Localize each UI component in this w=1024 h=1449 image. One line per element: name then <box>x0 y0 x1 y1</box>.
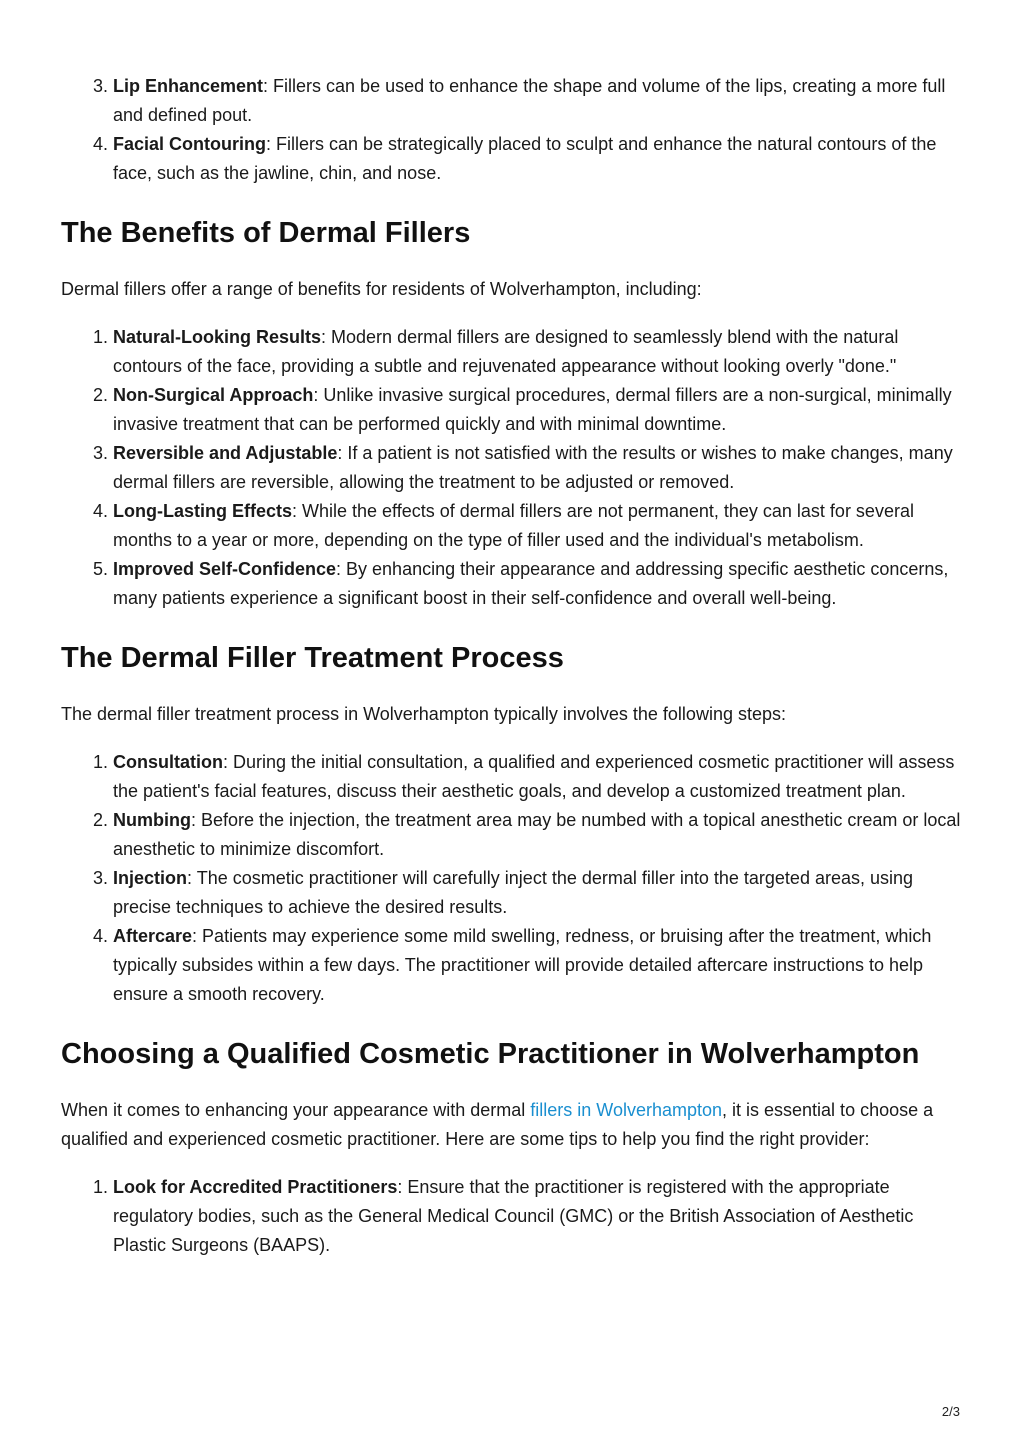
list-item: 2. Numbing: Before the injection, the treatment area may be numbed with a topical anesthetic cream or local anesthetic to minimize discomfort. <box>113 806 966 864</box>
benefits-intro: Dermal fillers offer a range of benefits for residents of Wolverhampton, including: <box>61 279 702 299</box>
list-item: 4. Facial Contouring: Fillers can be strategically placed to sculpt and enhance the natural contours of the face, such as the jawline, chin, and nose. <box>113 130 966 188</box>
choosing-heading: Choosing a Qualified Cosmetic Practitioner in Wolverhampton <box>61 1038 920 1070</box>
list-item: 4. Aftercare: Patients may experience some mild swelling, redness, or bruising after the treatment, which typically subsides within a few days. The practitioner will provide detailed aftercare instructions to help ensure a smooth recovery. <box>113 922 966 1009</box>
page-number: 2/3 <box>941 1404 960 1419</box>
list-item: 2. Non-Surgical Approach: Unlike invasive surgical procedures, dermal fillers are a non-surgical, minimally invasive treatment that can be performed quickly and with minimal downtime. <box>113 381 966 439</box>
benefits-heading: The Benefits of Dermal Fillers <box>61 217 471 249</box>
list-item: 3. Injection: The cosmetic practitioner will carefully inject the dermal filler into the targeted areas, using precise techniques to achieve the desired results. <box>113 864 966 922</box>
choosing-intro: When it comes to enhancing your appearance with dermal fillers in Wolverhampton, it is essential to choose a qualified and experienced cosmetic practitioner. Here are some tips to help you find the right provider: <box>61 1100 934 1149</box>
list-top <box>61 72 966 188</box>
process-intro: The dermal filler treatment process in Wolverhampton typically involves the following steps: <box>61 704 786 724</box>
choosing-list <box>61 1173 966 1260</box>
list-item: 5. Improved Self-Confidence: By enhancing their appearance and addressing specific aesthetic concerns, many patients experience a significant boost in their self-confidence and overall well-being. <box>113 555 966 613</box>
benefits-list <box>61 323 966 613</box>
list-item: 1. Look for Accredited Practitioners: Ensure that the practitioner is registered with the appropriate regulatory bodies, such as the General Medical Council (GMC) or the British Association of Aesthetic Plastic Surgeons (BAAPS). <box>113 1173 966 1260</box>
list-item: 1. Natural-Looking Results: Modern dermal fillers are designed to seamlessly blend with the natural contours of the face, providing a subtle and rejuvenated appearance without looking overly "done." <box>113 323 966 381</box>
fillers-link[interactable]: fillers in Wolverhampton <box>530 1100 723 1120</box>
list-item: 3. Lip Enhancement: Fillers can be used to enhance the shape and volume of the lips, creating a more full and defined pout. <box>113 72 966 130</box>
list-item: 1. Consultation: During the initial consultation, a qualified and experienced cosmetic practitioner will assess the patient's facial features, discuss their aesthetic goals, and develop a customized treatment plan. <box>113 748 966 806</box>
process-list <box>61 748 966 1009</box>
process-heading: The Dermal Filler Treatment Process <box>61 642 564 674</box>
document-page <box>61 72 966 1260</box>
list-item: 3. Reversible and Adjustable: If a patient is not satisfied with the results or wishes to make changes, many dermal fillers are reversible, allowing the treatment to be adjusted or removed. <box>113 439 966 497</box>
list-item: 4. Long-Lasting Effects: While the effects of dermal fillers are not permanent, they can last for several months to a year or more, depending on the type of filler used and the individual's metabolism. <box>113 497 966 555</box>
